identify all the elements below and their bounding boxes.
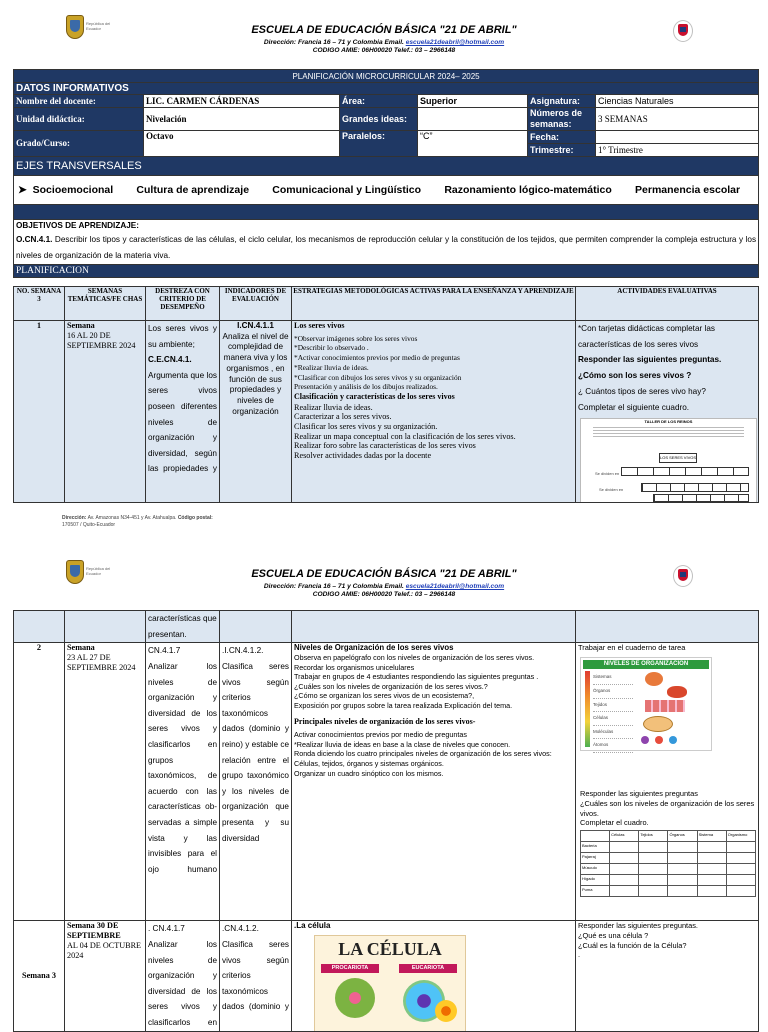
- docente-value: LIC. CARMEN CÁRDENAS: [144, 95, 340, 108]
- ideas-label: Grandes ideas:: [340, 108, 418, 131]
- row2-indicador: .I.CN.4.1.2. Clasifica seres vivos según criterios taxonómicos dados (dominio y reino) y estable ce relación entre el grupo taxonómico y los niveles de organización que presenta y su diversidad: [220, 643, 292, 921]
- nivel-label: Moléculas: [593, 726, 633, 740]
- blank-band: [14, 205, 759, 220]
- objetivos-cell: [14, 220, 759, 265]
- strategy-item: Trabajar en grupos de 4 estudiantes respondiendo las siguientes preguntas .: [294, 672, 539, 682]
- strategy-item: Realizar foro sobre las características de los seres vivos: [294, 441, 476, 451]
- strategy-item: Presentación y análisis de los dibujos realizados.: [294, 382, 438, 392]
- grid-row-label: Bacteria: [581, 841, 610, 852]
- header-indicadores: INDICADORES DE EVALUACIÓN: [220, 287, 292, 321]
- grid-cell[interactable]: [610, 874, 639, 885]
- row2-no: 2: [14, 643, 65, 921]
- fecha-value: [596, 131, 759, 144]
- grid-row-label: Pajarraj: [581, 852, 610, 863]
- strategy-item: *Clasificar con dibujos los seres vivos y su organización: [294, 372, 462, 382]
- grid-cell[interactable]: [668, 852, 697, 863]
- cont-estrategias: [292, 611, 576, 643]
- school-email-link[interactable]: escuela21deabril@hotmail.com: [405, 39, 505, 46]
- grid-row-label: Puma: [581, 885, 610, 896]
- asignatura-label: Asignatura:: [528, 95, 596, 108]
- school-name: ESCUELA DE EDUCACIÓN BÁSICA "21 DE ABRIL": [251, 24, 517, 36]
- strategy-item: *Observar imágenes sobre los seres vivos: [294, 333, 418, 343]
- grid-cell[interactable]: [697, 863, 726, 874]
- row1-destreza: Los seres vivos y su ambiente; C.E.CN.4.1. Argumenta que los seres vivos poseen diferentes niveles de organización y diversidad, según las propiedades y: [146, 321, 220, 503]
- planificacion-table: [13, 286, 759, 503]
- page2-header: [0, 545, 768, 598]
- datos-title: DATOS INFORMATIVOS: [14, 83, 759, 95]
- row2-destreza: CN.4.1.7 Analizar los niveles de organización y diversidad de los seres vivos y clasificarlos en grupos taxonómicos, de acuerdo con las características ob-servadas a simple vista y las invisibles para el ojo humano: [146, 643, 220, 921]
- school-address: Dirección: Francia 16 – 71 y Colombia Email. escuela21deabril@hotmail.com CODIGO AMIE: 06H00020 Telef.: 03 – 2966148: [263, 583, 505, 598]
- unidad-value: Nivelación: [144, 108, 340, 131]
- completar-cuadro-grid: [580, 830, 756, 897]
- strategy-item: *Describir lo observado .: [294, 343, 369, 353]
- strategy-item: ¿Cuáles son los niveles de organización de los seres vivos.?: [294, 681, 488, 691]
- nivel-label: Tejidos: [593, 699, 633, 713]
- asignatura-value: Ciencias Naturales: [596, 95, 759, 108]
- cont-semana: [65, 611, 146, 643]
- header-estrategias: ESTRATEGIAS METODOLÓGICAS ACTIVAS PARA LA ENSEÑANZA Y APRENDIZAJE: [292, 287, 576, 321]
- cont-indicador: [220, 611, 292, 643]
- eje-cultura: Cultura de aprendizaje: [136, 184, 250, 196]
- unidad-label: Unidad didáctica:: [14, 108, 144, 131]
- area-value: Superior: [418, 95, 528, 108]
- row1-actividades: *Con tarjetas didácticas completar las características de los seres vivos Responder las siguientes preguntas. ¿Cómo son los seres vivos ? ¿ Cuántos tipos de seres vivo hay? Completar el siguiente cuadro. TALLER DE LOS REINOS LOS SERES VIVOS Se dividen en Se dividen en: [576, 321, 759, 503]
- school-emblem-icon: [673, 20, 693, 42]
- la-celula-poster: LA CÉLULA PROCARIOTA EUCARIOTA: [314, 935, 466, 1031]
- strategy-item: Realizar un mapa conceptual con la clasificación de los seres vivos.: [294, 431, 516, 441]
- row2-estrategias: Niveles de Organización de los seres vivos Observa en papelógrafo con los niveles de organización de los seres vivos. Recordar los organismos unicelulares Trabajar en grupos de 4 estudiantes respondiendo las siguientes preguntas . ¿Cuáles son los niveles de organización de los seres vivos.? ¿Cómo se organizan los seres vivos de un ecosistema?, Exposición por grupos sobre la tarea realizada Explicación del tema. Principales niveles de organización de los seres vivos- Activar conocimientos previos por medio de preguntas *Realizar lluvia de ideas en base a la clase de niveles que conocen. Ronda diciendo los cuatro principales niveles de organización de los seres vivos: Células, tejidos, órganos y sistemas orgánicos. Organizar un cuadro sinóptico con los mismos.: [292, 643, 576, 921]
- grid-header: [581, 830, 610, 841]
- strategy-item: Recordar los organismos unicelulares: [294, 662, 415, 672]
- datos-table: [13, 69, 759, 278]
- grid-cell[interactable]: [697, 885, 726, 896]
- row2-actividades: Trabajar en el cuaderno de tarea NIVELES DE ORGANIZACIÓN Sistemas Órganos Tejidos Células Moléculas Átomos Responder las siguientes preguntas ¿Cuáles son los niveles de organización de los seres vivos. Completar el cuadro. Células Tejidos Órganos Sistema Organismo Bacteria Pajarraj Músculo Hígado Puma: [576, 643, 759, 921]
- plan-title: PLANIFICACIÓN MICROCURRICULAR 2024– 2025: [14, 70, 759, 83]
- strategy-item: Observa en papelógrafo con los niveles de organización de los seres vivos.: [294, 653, 535, 662]
- cont-no: [14, 611, 65, 643]
- trimestre-label: Trimestre:: [528, 144, 596, 157]
- row3-no: Semana 3: [14, 921, 65, 1031]
- school-address: Dirección: Francia 16 – 71 y Colombia Email. escuela21deabril@hotmail.com CODIGO AMIE: 06H00020 Telef.: 03 – 2966148: [263, 39, 505, 54]
- semanas-value: 3 SEMANAS: [596, 108, 759, 131]
- grid-cell[interactable]: [639, 841, 668, 852]
- paralelos-label: Paralelos:: [340, 131, 418, 157]
- grid-cell[interactable]: [668, 863, 697, 874]
- strategy-item: Ronda diciendo los cuatro principales niveles de organización de los seres vivos: Células, tejidos, órganos y sistemas orgánicos.: [294, 749, 552, 768]
- grid-cell[interactable]: [610, 863, 639, 874]
- grid-cell[interactable]: [726, 885, 755, 896]
- nivel-label: Átomos: [593, 739, 633, 753]
- ejes-row: [14, 176, 759, 205]
- page1-footer: Dirección: Av. Amazonas N34-451 y Av. Atahualpa. Código postal: 170507 / Quito-Ecuador: [62, 515, 213, 528]
- grado-label: Grado/Curso:: [14, 131, 144, 157]
- grid-row: [581, 874, 756, 885]
- strategy-item: Resolver actividades dadas por la docente: [294, 451, 432, 461]
- row3-semana: Semana 30 DE SEPTIEMBRE AL 04 DE OCTUBRE 2024: [65, 921, 146, 1031]
- grid-cell[interactable]: [726, 841, 755, 852]
- row3-destreza: . CN.4.1.7 Analizar los niveles de organización y diversidad de los seres vivos y clasificarlos en: [146, 921, 220, 1031]
- grid-row: [581, 852, 756, 863]
- strategy-item: Caracterizar a los seres vivos.: [294, 412, 392, 422]
- eje-comunicacional: Comunicacional y Lingüístico: [272, 184, 422, 196]
- grid-row: [581, 885, 756, 896]
- grid-cell[interactable]: [639, 874, 668, 885]
- row3-indicador: .CN.4.1.2. Clasifica seres vivos según criterios taxonómicos dados (dominio y: [220, 921, 292, 1031]
- row1-no: 1: [14, 321, 65, 503]
- grid-cell[interactable]: [610, 852, 639, 863]
- grid-header: Células: [610, 830, 639, 841]
- strategy-item: *Realizar lluvia de ideas.: [294, 362, 369, 372]
- header-no-semana: NO. SEMANA 3: [14, 287, 65, 321]
- objetivo-code: O.CN.4.1.: [16, 235, 53, 244]
- ecuador-seal-icon: República del Ecuador: [64, 558, 112, 588]
- strategy-item: Clasificar los seres vivos y su organización.: [294, 422, 438, 432]
- grid-header: Órganos: [668, 830, 697, 841]
- ejes-title: EJES TRANSVERSALES: [14, 157, 759, 176]
- grid-cell[interactable]: [668, 874, 697, 885]
- cont-destreza: características que presentan.: [146, 611, 220, 643]
- cont-actividades: [576, 611, 759, 643]
- trimestre-value: 1° Trimestre: [596, 144, 759, 157]
- row1-semana: Semana 16 AL 20 DE SEPTIEMBRE 2024: [65, 321, 146, 503]
- row3-estrategias: .La célula LA CÉLULA PROCARIOTA EUCARIOTA: [292, 921, 576, 1031]
- grid-header: Sistema: [697, 830, 726, 841]
- grid-cell[interactable]: [668, 841, 697, 852]
- planificacion-table-cont: [13, 610, 759, 1032]
- docente-label: Nombre del docente:: [14, 95, 144, 108]
- page1-header: [0, 0, 768, 54]
- header-actividades: ACTIVIDADES EVALUATIVAS: [576, 287, 759, 321]
- grid-row-label: Músculo: [581, 863, 610, 874]
- eje-permanencia: Permanencia escolar: [635, 184, 741, 196]
- strategy-item: Activar conocimientos previos por medio de preguntas: [294, 730, 467, 740]
- school-email-link[interactable]: escuela21deabril@hotmail.com: [405, 583, 505, 590]
- eje-socioemocional: ➤ Socioemocional: [18, 184, 114, 196]
- strategy-item: Realizar lluvia de ideas.: [294, 402, 373, 412]
- grid-cell[interactable]: [639, 852, 668, 863]
- grid-cell[interactable]: [639, 885, 668, 896]
- grid-row: [581, 841, 756, 852]
- grid-cell[interactable]: [726, 852, 755, 863]
- grid-header: Organismo: [726, 830, 755, 841]
- paralelo-value: “C”: [418, 131, 528, 157]
- fecha-label: Fecha:: [528, 131, 596, 144]
- row1-estrategias: Los seres vivos *Observar imágenes sobre los seres vivos *Describir lo observado . *Activar conocimientos previos por medio de preguntas *Realizar lluvia de ideas. *Clasificar con dibujos los seres vivos y su organización Presentación y análisis de los dibujos realizados. Clasificación y características de los seres vivos Realizar lluvia de ideas. Caracterizar a los seres vivos. Clasificar los seres vivos y su organización. Realizar un mapa conceptual con la clasificación de los seres vivos. Realizar foro sobre las características de los seres vivos Resolver actividades dadas por la docente: [292, 321, 576, 503]
- grado-value: Octavo: [144, 131, 340, 157]
- grid-cell[interactable]: [610, 885, 639, 896]
- ecuador-seal-icon: República del Ecuador: [64, 13, 112, 43]
- row2-semana: Semana 23 AL 27 DE SEPTIEMBRE 2024: [65, 643, 146, 921]
- grid-row: [581, 863, 756, 874]
- grid-cell[interactable]: [697, 841, 726, 852]
- grid-cell[interactable]: [726, 874, 755, 885]
- objetivo-text: Describir los tipos y características de las células, el ciclo celular, los mecanismos de reproducción celular y la constitución de los tejidos, que permiten comprender la compleja estructura y los niveles de organización de la materia viva.: [16, 235, 757, 260]
- grid-cell[interactable]: [610, 841, 639, 852]
- school-name: ESCUELA DE EDUCACIÓN BÁSICA "21 DE ABRIL": [251, 568, 517, 580]
- planificacion-title: PLANIFICACION: [14, 265, 759, 278]
- grid-row-label: Hígado: [581, 874, 610, 885]
- school-emblem-icon: [673, 565, 693, 587]
- nivel-label: Células: [593, 712, 633, 726]
- worksheet-image: TALLER DE LOS REINOS LOS SERES VIVOS Se dividen en Se dividen en: [580, 418, 757, 503]
- row1-indicador: I.CN.4.1.1 Analiza el nivel de complejidad de manera viva y los organismos , en función de sus propiedades y niveles de organización: [220, 321, 292, 503]
- grid-cell[interactable]: [668, 885, 697, 896]
- grid-cell[interactable]: [639, 863, 668, 874]
- strategy-item: Exposición por grupos sobre la tarea realizada Explicación del tema.: [294, 700, 513, 710]
- semanas-label: Números de semanas:: [528, 108, 596, 131]
- strategy-item: Organizar un cuadro sinóptico con los mismos.: [294, 768, 444, 778]
- nivel-label: Sistemas: [593, 671, 633, 685]
- eje-razonamiento: Razonamiento lógico-matemático: [444, 184, 612, 196]
- strategy-item: *Realizar lluvia de ideas en base a la clase de niveles que conocen.: [294, 739, 511, 749]
- row3-actividades: Responder las siguientes preguntas. ¿Qué es una célula ? ¿Cuál es la función de la Célula? .: [576, 921, 759, 1031]
- ideas-value: [418, 108, 528, 131]
- strategy-item: ¿Cómo se organizan los seres vivos de un ecosistema?,: [294, 691, 475, 701]
- grid-cell[interactable]: [697, 874, 726, 885]
- header-destreza: DESTREZA CON CRITERIO DE DESEMPEÑO: [146, 287, 220, 321]
- grid-header: Tejidos: [639, 830, 668, 841]
- objetivos-title: OBJETIVOS DE APRENDIZAJE:: [16, 221, 139, 230]
- grid-cell[interactable]: [697, 852, 726, 863]
- header-semanas: SEMANAS TEMÁTICAS/FE CHAS: [65, 287, 146, 321]
- strategy-item: *Activar conocimientos previos por medio de preguntas: [294, 353, 460, 363]
- area-label: Área:: [340, 95, 418, 108]
- nivel-label: Órganos: [593, 685, 633, 699]
- niveles-organizacion-image: NIVELES DE ORGANIZACIÓN Sistemas Órganos Tejidos Células Moléculas Átomos: [580, 657, 712, 751]
- grid-cell[interactable]: [726, 863, 755, 874]
